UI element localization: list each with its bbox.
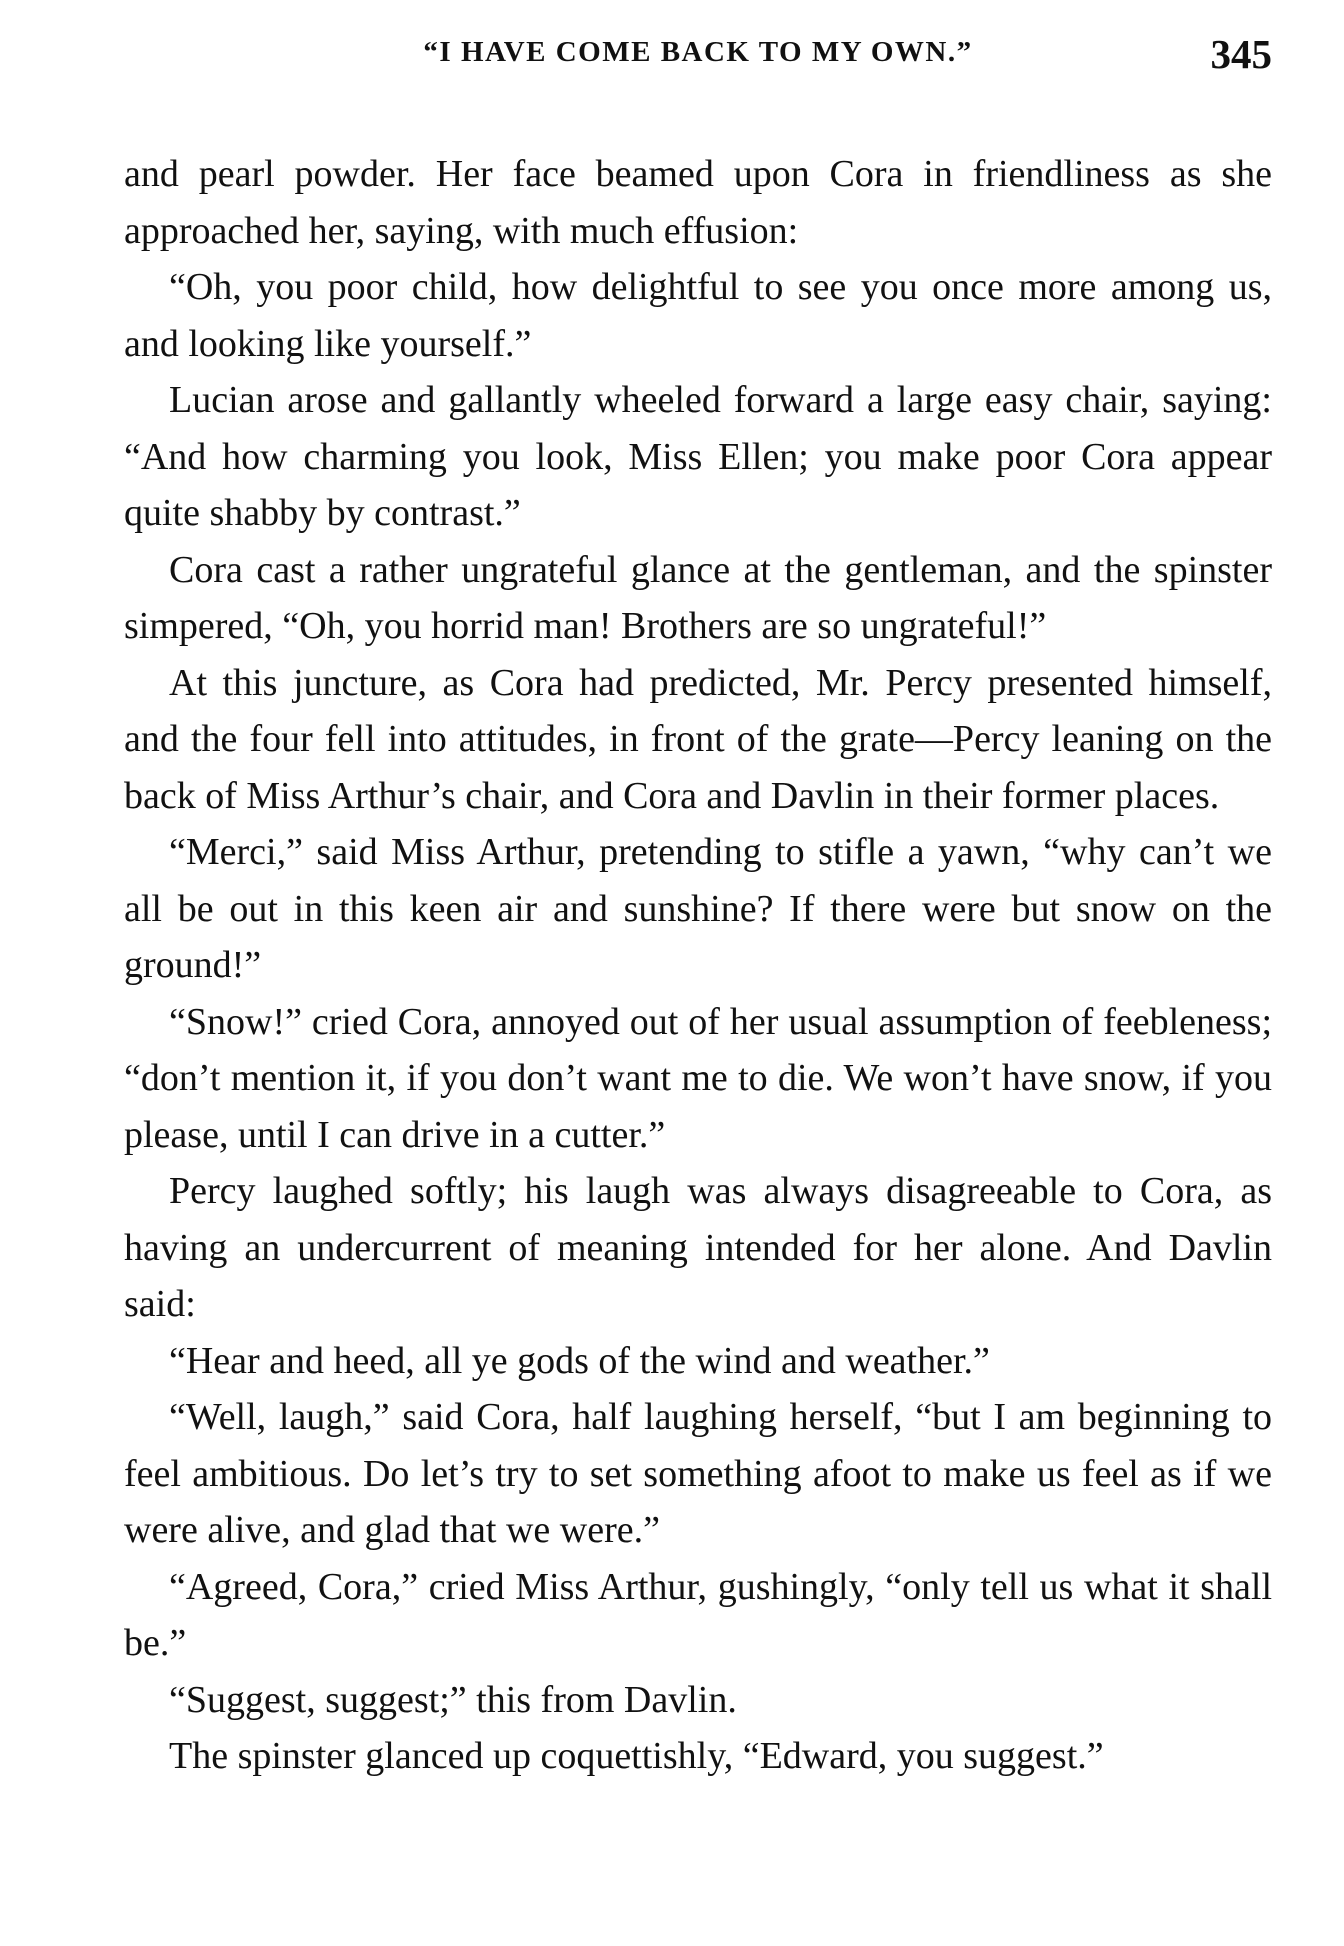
- paragraph: “Agreed, Cora,” cried Miss Arthur, gushingly, “only tell us what it shall be.”: [124, 1565, 1272, 1664]
- paragraph: “Well, laugh,” said Cora, half laughing herself, “but I am beginning to feel ambitious. Do let’s try to set something afoot to make us feel as if we were alive, and glad that we were.”: [124, 1396, 1272, 1551]
- paragraph: Cora cast a rather ungrateful glance at the gentleman, and the spinster simpered, “Oh, you horrid man! Brothers are so ungrateful!”: [124, 548, 1272, 647]
- paragraph: Percy laughed softly; his laugh was always disagreeable to Cora, as having an undercurrent of meaning intended for her alone. And Davlin said:: [124, 1170, 1272, 1325]
- paragraph: “Merci,” said Miss Arthur, pretending to stifle a yawn, “why can’t we all be out in this keen air and sunshine? If there were but snow on the ground!”: [124, 831, 1272, 986]
- paragraph: At this juncture, as Cora had predicted, Mr. Percy presented himself, and the four fell into attitudes, in front of the grate—Percy leaning on the back of Miss Arthur’s chair, and Cora and Davlin in their former places.: [124, 661, 1272, 817]
- running-header: [124, 30, 1272, 94]
- paragraph: and pearl powder. Her face beamed upon Cora in friendliness as she approached her, saying, with much effusion:: [124, 153, 1272, 252]
- page-number: 345: [1210, 31, 1272, 77]
- book-page: [124, 30, 1272, 1785]
- chapter-title: “I HAVE COME BACK TO MY OWN.”: [423, 36, 973, 68]
- paragraph: “Hear and heed, all ye gods of the wind and weather.”: [169, 1339, 990, 1382]
- paragraph: “Snow!” cried Cora, annoyed out of her usual assumption of feebleness; “don’t mention it, if you don’t want me to die. We won’t have snow, if you please, until I can drive in a cutter.”: [124, 1000, 1272, 1156]
- paragraph: “Oh, you poor child, how delightful to see you once more among us, and looking like yourself.”: [124, 266, 1272, 365]
- body-text: [124, 146, 1272, 1785]
- paragraph: Lucian arose and gallantly wheeled forward a large easy chair, saying: “And how charming you look, Miss Ellen; you make poor Cora appear quite shabby by contrast.”: [124, 379, 1272, 534]
- paragraph: The spinster glanced up coquettishly, “Edward, you suggest.”: [169, 1735, 1104, 1777]
- paragraph: “Suggest, suggest;” this from Davlin.: [169, 1678, 737, 1721]
